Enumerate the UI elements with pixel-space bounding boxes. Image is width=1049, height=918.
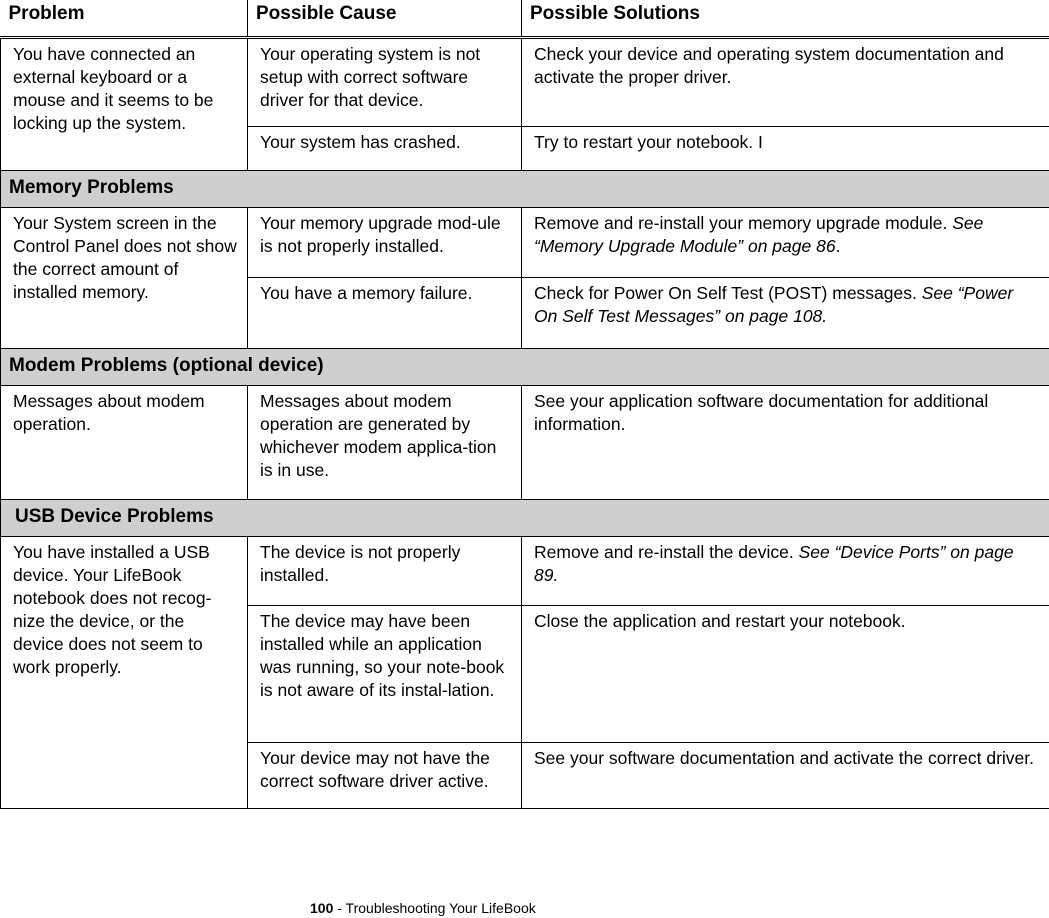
- solution-memory-post: [522, 277, 1049, 348]
- header-possible-solutions: Possible Solutions: [522, 0, 1049, 37]
- solution-memory-upgrade: [522, 207, 1049, 277]
- solution-keyboard-driver: Check your device and operating system documentation and activate the proper driver.: [522, 37, 1049, 126]
- page-number: 100: [310, 900, 334, 916]
- solution-usb-restart: Close the application and restart your notebook.: [522, 605, 1049, 742]
- solution-keyboard-restart: Try to restart your notebook. I: [522, 126, 1049, 170]
- header-problem: Problem: [1, 0, 248, 37]
- cause-memory-upgrade: Your memory upgrade mod-ule is not properly installed.: [248, 207, 522, 277]
- section-usb-device-problems: USB Device Problems: [1, 499, 1049, 536]
- problem-keyboard: You have connected an external keyboard or a mouse and it seems to be locking up the system.: [1, 37, 248, 170]
- table-row: [1, 37, 1049, 126]
- solution-text-end: .: [835, 235, 841, 256]
- section-row: [1, 499, 1049, 536]
- cause-usb-driver: Your device may not have the correct software driver active.: [248, 742, 522, 808]
- table-row: [1, 536, 1049, 605]
- solution-usb-driver: See your software documentation and activate the correct driver.: [522, 742, 1049, 808]
- solution-modem: See your application software documentation for additional information.: [522, 385, 1049, 499]
- header-row: [1, 0, 1049, 37]
- cause-keyboard-crash: Your system has crashed.: [248, 126, 522, 170]
- page-footer: [310, 899, 536, 917]
- page-reference-link: See “Memory Upgrade Module” on page 86: [534, 212, 984, 256]
- problem-usb: You have installed a USB device. Your LifeBook notebook does not recog-nize the device, or the device does not seem to work properly.: [1, 536, 248, 808]
- section-row: [1, 170, 1049, 207]
- problem-modem: Messages about modem operation.: [1, 385, 248, 499]
- section-row: [1, 348, 1049, 385]
- table-row: [1, 207, 1049, 277]
- cause-modem: Messages about modem operation are generated by whichever modem applica-tion is in use.: [248, 385, 522, 499]
- table-row: [1, 385, 1049, 499]
- page-reference-link: See “Power On Self Test Messages” on page 108.: [534, 282, 1014, 326]
- cause-usb-not-installed: The device is not properly installed.: [248, 536, 522, 605]
- problem-memory: Your System screen in the Control Panel does not show the correct amount of installed memory.: [1, 207, 248, 348]
- page-reference-link: See “Device Ports” on page 89.: [534, 541, 1014, 585]
- footer-title: - Troubleshooting Your LifeBook: [333, 900, 536, 916]
- solution-text: Remove and re-install your memory upgrade module.: [534, 212, 953, 233]
- cause-memory-failure: You have a memory failure.: [248, 277, 522, 348]
- solution-text: Remove and re-install the device.: [534, 541, 799, 562]
- solution-text: Check for Power On Self Test (POST) messages.: [534, 282, 922, 303]
- cause-usb-app-running: The device may have been installed while an application was running, so your note-book is not aware of its instal-lation.: [248, 605, 522, 742]
- header-possible-cause: Possible Cause: [248, 0, 522, 37]
- solution-usb-reinstall: [522, 536, 1049, 605]
- cause-keyboard-driver: Your operating system is not setup with correct software driver for that device.: [248, 37, 522, 126]
- section-memory-problems: Memory Problems: [1, 170, 1049, 207]
- section-modem-problems: Modem Problems (optional device): [1, 348, 1049, 385]
